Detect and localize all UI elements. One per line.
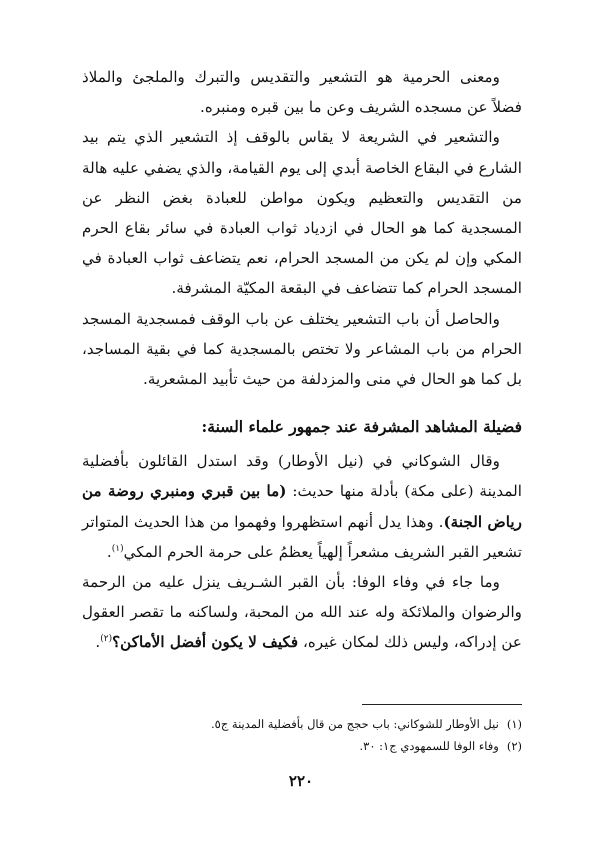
footnote-2-number: (٢): [506, 739, 522, 753]
paragraph-1: ومعنى الحرمية هو التشعير والتقديس والتبرك والملجئ والملاذ فضلاً عن مسجده الشريف وعن ما بين قبره ومنبره.: [82, 68, 522, 117]
footnote-2: [82, 735, 522, 757]
paragraph-5-period: .: [95, 633, 101, 652]
footnote-2-text: وفاء الوفا للسمهودي ج١: ٣٠.: [359, 739, 499, 753]
rhetorical-question: فكيف لا يكون أفضل الأماكن؟: [112, 633, 299, 652]
paragraph-2: والتشعير في الشريعة لا يقاس بالوقف إذ التشعير الذي يتم بيد الشارع في البقاع الخاصة أبدي إلى يوم القيامة، والذي يضفي عليه هالة من التقديس والتعظيم ويكون مواطن للعبادة بغض النظر عن المسجدية كما هو الحال في ازدياد ثواب العبادة في سائر بقاع الحرم المكي وإن لم يكن من المسجد الحرام، نعم يتضاعف ثواب العبادة في المسجد الحرام كما تتضاعف في البقعة المكيّة المشرفة.: [82, 128, 522, 298]
footnote-1-number: (١): [506, 717, 522, 731]
footnote-1-text: نيل الأوطار للشوكاني: باب حجج من قال بأفضلية المدينة ج٥.: [211, 717, 499, 731]
paragraph-4-text-end: . وهذا يدل أنهم استظهروا وفهموا من هذا الحديث المتواتر تشعير القبر الشريف مشعراً إلهياً يعظمُ على حرمة الحرم المكي: [82, 512, 522, 561]
footnote-1: [82, 713, 522, 735]
footnote-divider: [362, 704, 522, 705]
page-number: ٢٢٠: [288, 772, 314, 790]
footnote-ref-1[interactable]: (١): [111, 543, 124, 554]
paragraph-5: [82, 567, 522, 658]
page-body: [82, 62, 522, 658]
paragraph-4: [82, 446, 522, 567]
paragraph-5-text: وما جاء في وفاء الوفا: بأن القبر الشـريف ينزل عليه من الرحمة والرضوان والملائكة وله عند الله من المحبة، ولساكنه ما تقصر العقول عن إدراكه، وليس ذلك لمكان غيره،: [82, 573, 522, 652]
paragraph-4-period: .: [106, 542, 112, 561]
footnotes: [82, 704, 522, 757]
paragraph-4-text-start: وقال الشوكاني في (نيل الأوطار) وقد استدل القائلون بأفضلية المدينة (على مكة) بأدلة منها حديث:: [82, 452, 522, 501]
paragraph-3: والحاصل أن باب التشعير يختلف عن باب الوقف فمسجدية المسجد الحرام من باب المشاعر ولا تختص بالمسجدية كما في بقية المساجد، بل كما هو الحال في منى والمزدلفة من حيث تأبيد المشعرية.: [82, 309, 522, 389]
section-heading: فضيلة المشاهد المشرفة عند جمهور علماء السنة:: [201, 417, 522, 437]
footnote-ref-2[interactable]: (٢): [100, 634, 113, 645]
hadith-quote: (ما بين قبري ومنبري روضة من رياض الجنة): [82, 482, 522, 531]
